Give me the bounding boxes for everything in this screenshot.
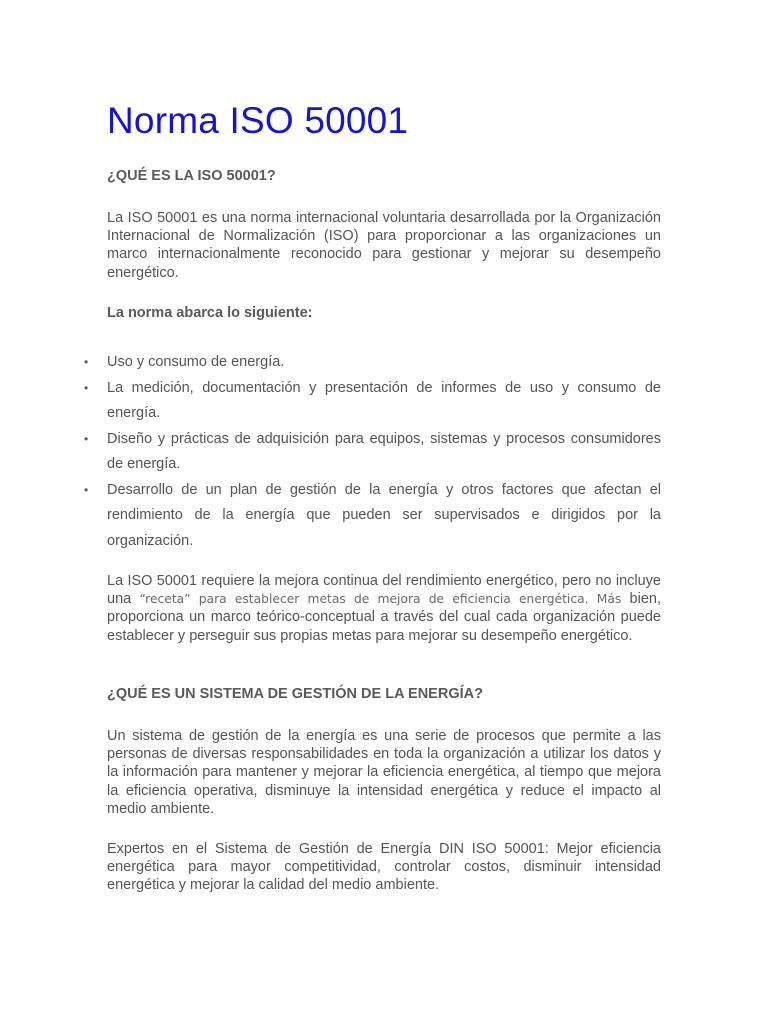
intro-paragraph: La ISO 50001 es una norma internacional voluntaria desarrollada por la Organización Internacional de Normalización (ISO) para proporcionar a las organizaciones un marco internacionalmente reconocido para gestionar y mejorar su desempeño energético. xyxy=(107,210,661,281)
list-item-text: Uso y consumo de energía. xyxy=(107,354,285,370)
section-heading-energy-management: ¿QUÉ ES UN SISTEMA DE GESTIÓN DE LA ENERGÍA? xyxy=(107,686,483,702)
energy-management-paragraph: Un sistema de gestión de la energía es una serie de procesos que permite a las personas de diversas responsabilidades en toda la organización a utilizar los datos y la información para mantener y mejorar la eficiencia energética, al tiempo que mejora la eficiencia operativa, disminuye la intensidad energética y reduce el impacto al medio ambiente. xyxy=(107,728,661,817)
list-item xyxy=(0,427,661,478)
list-item-text: Diseño y prácticas de adquisición para equipos, sistemas y procesos consumidores de energía. xyxy=(107,430,661,472)
bullet-icon: • xyxy=(84,380,89,395)
paragraph-text-part: La ISO 50001 requiere la mejora continua del rendimiento energético, pero no incluye una xyxy=(107,573,661,608)
bullet-icon: • xyxy=(84,355,89,369)
scope-list xyxy=(0,350,768,554)
list-item xyxy=(0,350,661,376)
bullet-icon: • xyxy=(84,482,89,497)
bullet-icon: • xyxy=(84,431,89,446)
paragraph-text-part: bien, proporciona un marco teórico-conceptual a través del cual cada organización puede establecer y perseguir sus propias metas para mejorar su desempeño energético. xyxy=(107,591,661,644)
list-item xyxy=(0,376,661,427)
list-item-text: Desarrollo de un plan de gestión de la energía y otros factores que afectan el rendimiento de la energía que pueden ser supervisados e dirigidos por la organización. xyxy=(107,481,661,549)
scope-heading: La norma abarca lo siguiente: xyxy=(107,305,313,321)
paragraph-text-part-alt-font: “receta” para establecer metas de mejora de eficiencia energética. Más xyxy=(139,592,622,607)
list-item xyxy=(0,478,661,555)
continuous-improvement-paragraph xyxy=(107,572,661,645)
list-item-text: La medición, documentación y presentación de informes de uso y consumo de energía. xyxy=(107,379,661,421)
section-heading-what-is-iso: ¿QUÉ ES LA ISO 50001? xyxy=(107,168,276,184)
experts-paragraph: Expertos en el Sistema de Gestión de Energía DIN ISO 50001: Mejor eficiencia energética para mayor competitividad, controlar costos, disminuir intensidad energética y mejorar la calidad del medio ambiente. xyxy=(107,841,661,894)
document-title: Norma ISO 50001 xyxy=(107,100,409,141)
